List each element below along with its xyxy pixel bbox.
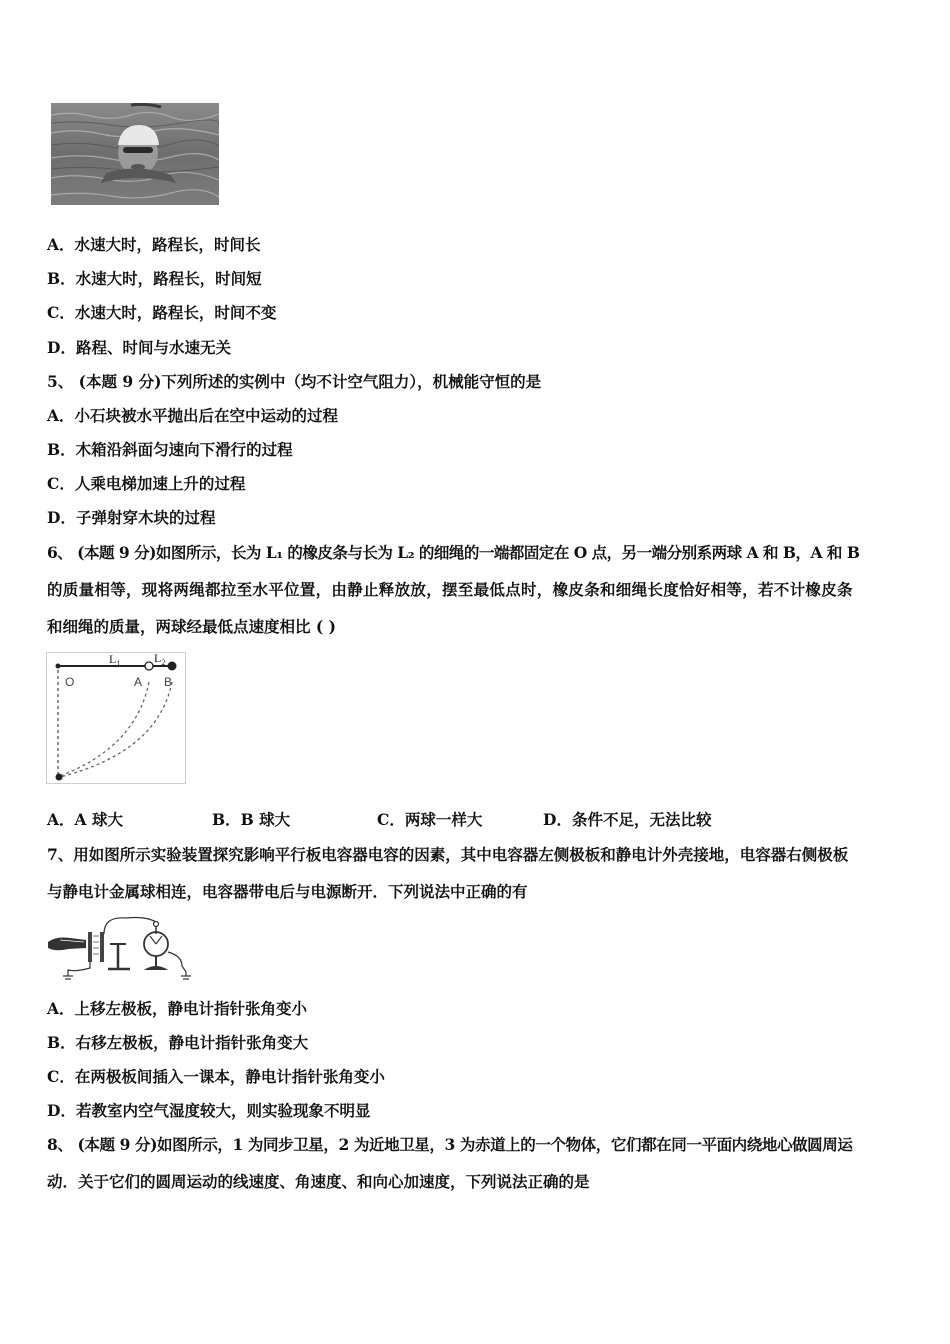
- capacitor-electrometer-diagram: [46, 912, 196, 982]
- q8-stem-line1: 8、 (本题 9 分)如图所示，1 为同步卫星，2 为近地卫星，3 为赤道上的一个物体，它们都在同一平面内绕地心做圆周运: [47, 1135, 853, 1154]
- label-a: A: [134, 675, 143, 689]
- q5-stem: 5、 (本题 9 分)下列所述的实例中（均不计空气阻力），机械能守恒的是: [47, 372, 542, 391]
- q7-option-c: C．在两极板间插入一课本，静电计指针张角变小: [47, 1067, 385, 1086]
- q5-option-c: C．人乘电梯加速上升的过程: [47, 474, 246, 493]
- label-b: B: [164, 675, 173, 689]
- q6-option-b: B．B 球大: [212, 810, 291, 829]
- ball-lowest: [56, 774, 63, 781]
- q7-stem-line1: 7、用如图所示实验装置探究影响平行板电容器电容的因素，其中电容器左侧极板和静电计外壳接地，电容器右侧极板: [47, 845, 849, 864]
- swimmer-photo: [51, 103, 219, 205]
- label-l2: $L_2$: [154, 652, 166, 667]
- right-plate: [100, 932, 104, 962]
- q4-option-c: C．水速大时，路程长，时间不变: [47, 303, 277, 322]
- label-l1: $L_1$: [109, 652, 121, 668]
- q4-option-a: A．水速大时，路程长，时间长: [47, 235, 261, 254]
- q7-option-a: A．上移左极板，静电计指针张角变小: [47, 999, 308, 1018]
- pendulum-diagram: [46, 652, 186, 784]
- q7-option-b: B．右移左极板，静电计指针张角变大: [47, 1033, 309, 1052]
- ball-a-start: [145, 662, 153, 670]
- q6-stem-line3: 和细绳的质量，两球经最低点速度相比 ( ): [47, 617, 336, 636]
- q4-option-b: B．水速大时，路程长，时间短: [47, 269, 262, 288]
- left-plate: [88, 932, 92, 962]
- q7-stem-line2: 与静电计金属球相连，电容器带电后与电源断开．下列说法中正确的有: [47, 882, 528, 901]
- q7-option-d: D．若教室内空气湿度较大，则实验现象不明显: [47, 1101, 371, 1120]
- q5-option-a: A．小石块被水平抛出后在空中运动的过程: [47, 406, 339, 425]
- q6-stem-line2: 的质量相等，现将两绳都拉至水平位置，由静止释放放，摆至最低点时，橡皮条和细绳长度恰好相等，若不计橡皮条: [47, 580, 853, 599]
- pivot-point: [56, 664, 61, 669]
- label-o: O: [65, 675, 75, 689]
- q6-option-a: A．A 球大: [47, 810, 123, 829]
- q5-option-d: D．子弹射穿木块的过程: [47, 508, 216, 527]
- q5-option-b: B．木箱沿斜面匀速向下滑行的过程: [47, 440, 293, 459]
- q6-option-c: C．两球一样大: [377, 810, 483, 829]
- q6-options-row: [47, 810, 907, 830]
- path-b-arc: [60, 682, 172, 777]
- ball-b-start: [168, 662, 177, 671]
- q8-stem-line2: 动．关于它们的圆周运动的线速度、角速度、和向心加速度，下列说法正确的是: [47, 1172, 590, 1191]
- q4-option-d: D．路程、时间与水速无关: [47, 338, 231, 357]
- q6-option-d: D．条件不足，无法比较: [543, 810, 712, 829]
- q6-stem-line1: 6、 (本题 9 分)如图所示，长为 L₁ 的橡皮条与长为 L₂ 的细绳的一端都固定在 O 点，另一端分别系两球 A 和 B，A 和 B: [47, 543, 860, 562]
